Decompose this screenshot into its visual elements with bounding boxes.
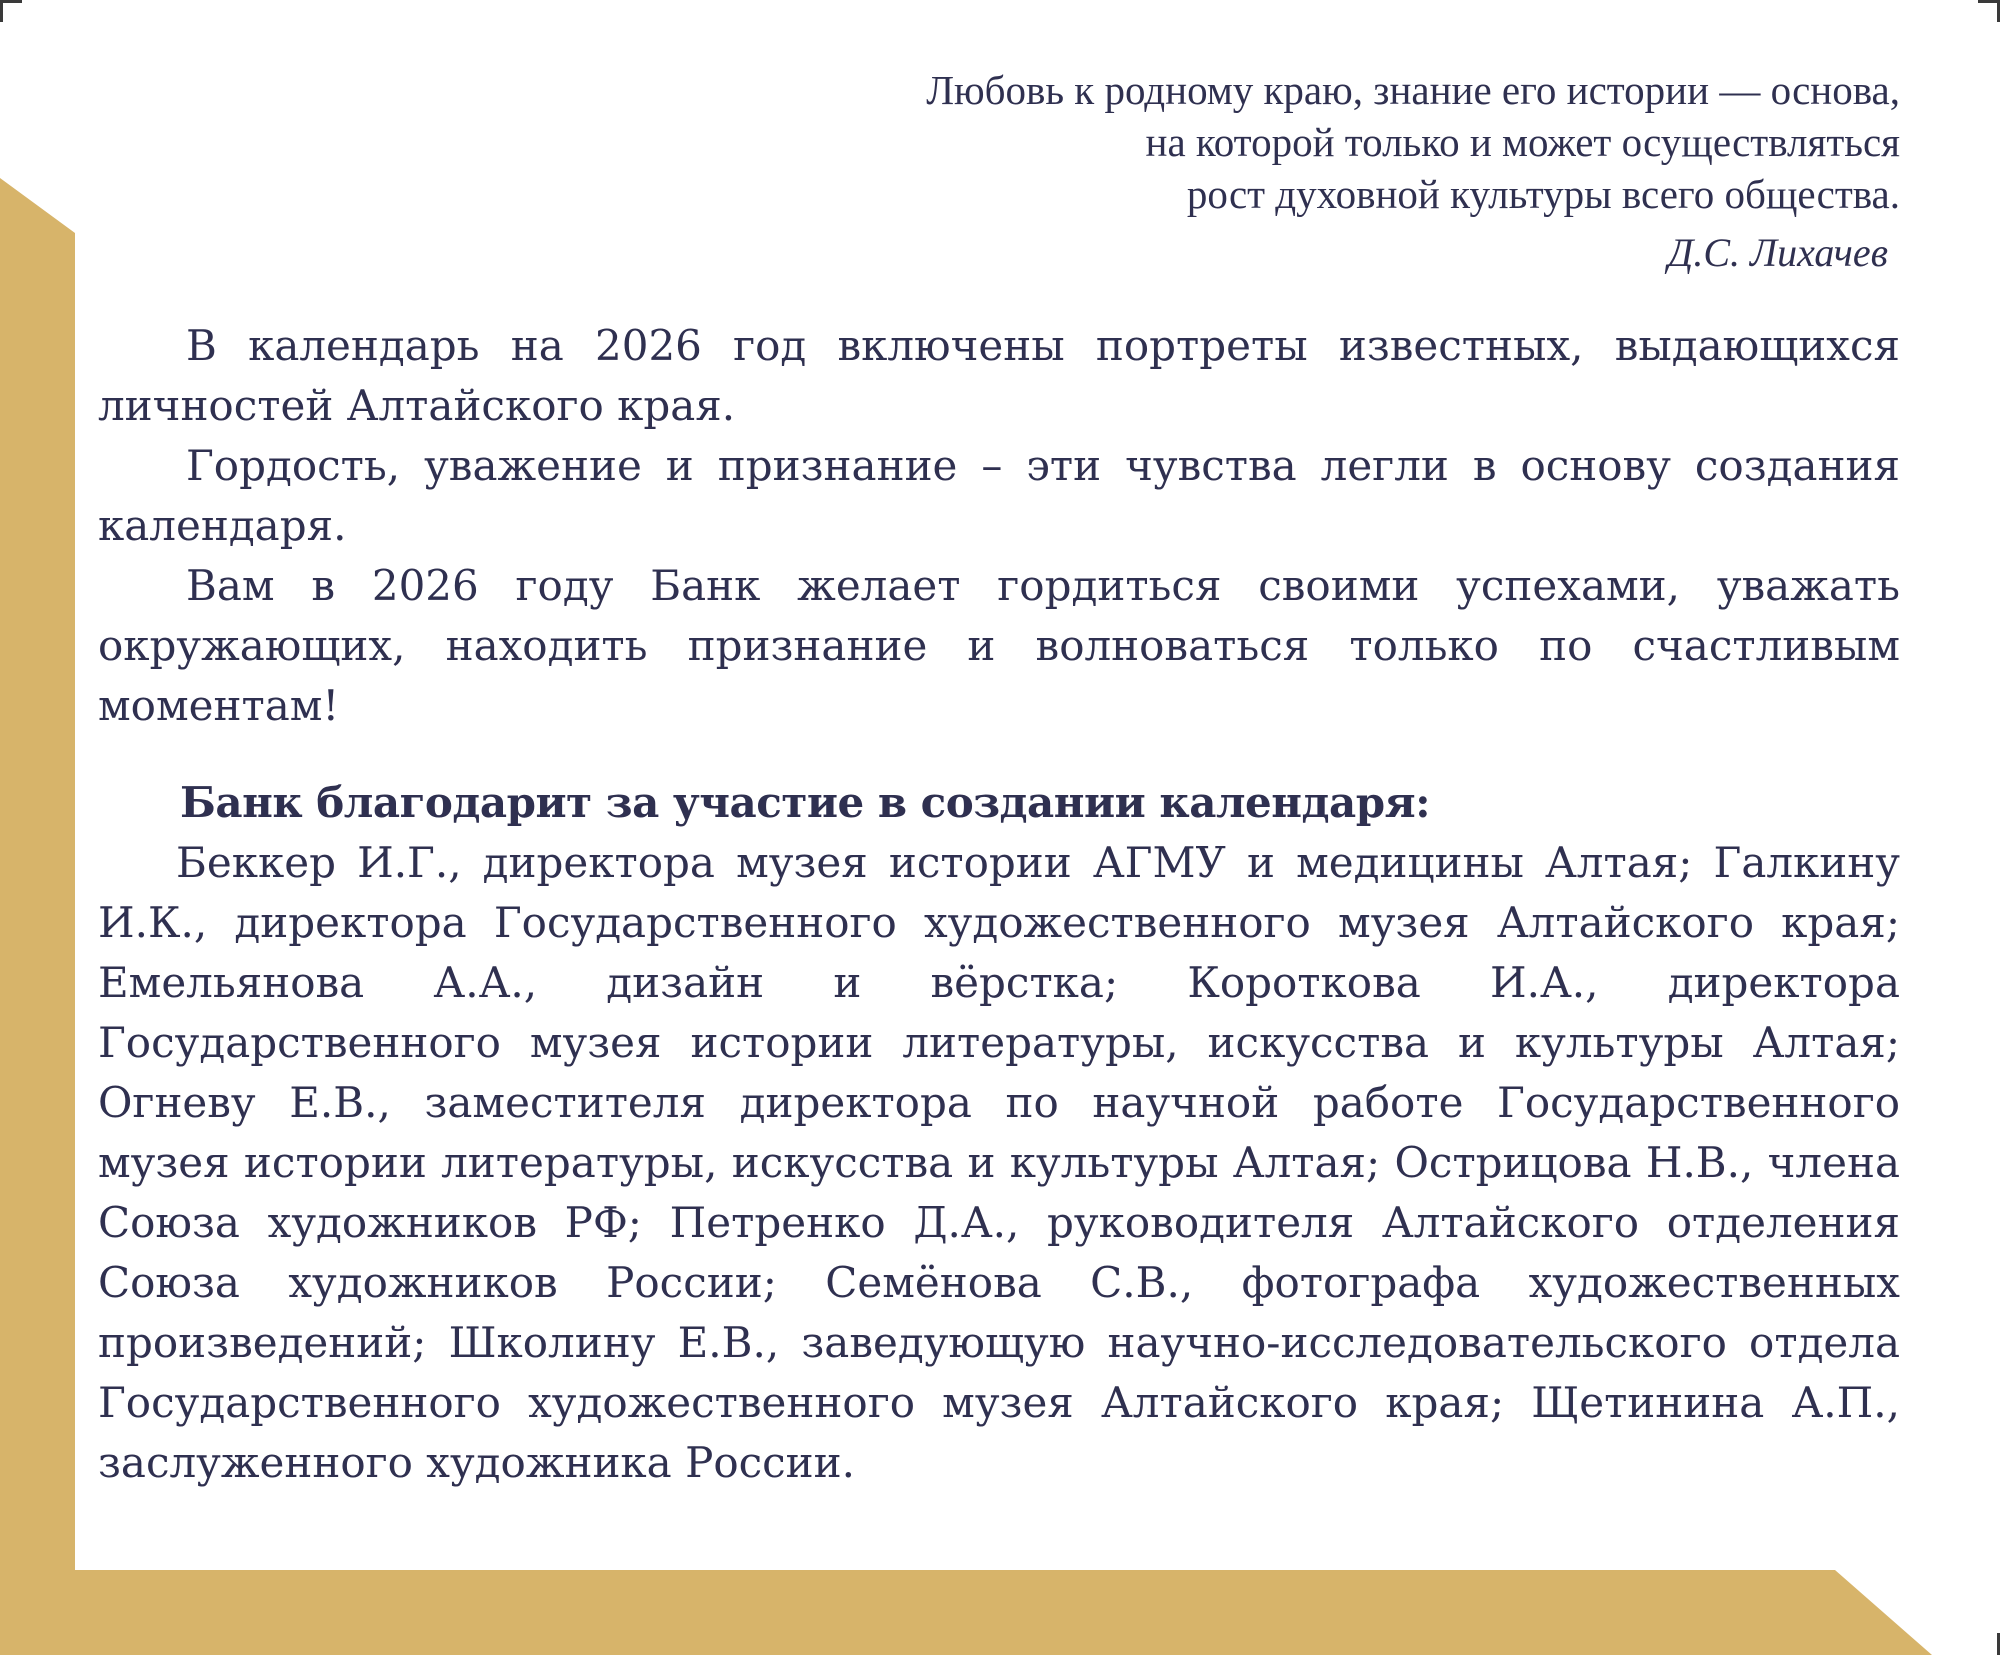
crop-mark-top-left-h <box>0 0 22 3</box>
acknowledgements <box>98 773 1900 1493</box>
epigraph-author: Д.С. Лихачев <box>1667 230 1888 275</box>
epigraph-line: рост духовной культуры всего общества. <box>1186 171 1900 217</box>
acknowledgements-title: Банк благодарит за участие в создании календаря: <box>180 778 1431 827</box>
intro-paragraph: В календарь на 2026 год включены портреты известных, выдающихся личностей Алтайского края. <box>98 321 1900 430</box>
epigraph-line: на которой только и может осуществляться <box>1145 119 1900 165</box>
intro-text <box>98 316 1900 736</box>
epigraph-line: Любовь к родному краю, знание его истории — основа, <box>926 67 1900 113</box>
crop-mark-top-left-v <box>0 0 3 22</box>
epigraph-quote <box>500 64 1900 220</box>
intro-paragraph: Гордость, уважение и признание – эти чувства легли в основу создания календаря. <box>98 441 1900 550</box>
acknowledgements-text: Беккер И.Г., директора музея истории АГМУ и медицины Алтая; Галкину И.К., директора Государственного художественного музея Алтайского края; Емельянова А.А., дизайн и вёрстка; Короткова И.А., директора Государственного музея истории литературы, искусства и культуры Алтая; Огневу Е.В., заместителя директора по научной работе Государственного музея истории литературы, искусства и культуры Алтая; Острицова Н.В., члена Союза художников РФ; Петренко Д.А., руководителя Алтайского отделения Союза художников России; Семёнова С.В., фотографа художественных произведений; Школину Е.В., заведующую научно-исследовательского отдела Государственного художественного музея Алтайского края; Щетинина А.П., заслуженного художника России. <box>98 838 1900 1487</box>
intro-paragraph: Вам в 2026 году Банк желает гордиться своими успехами, уважать окружающих, находить признание и волноваться только по счастливым моментам! <box>98 561 1900 730</box>
